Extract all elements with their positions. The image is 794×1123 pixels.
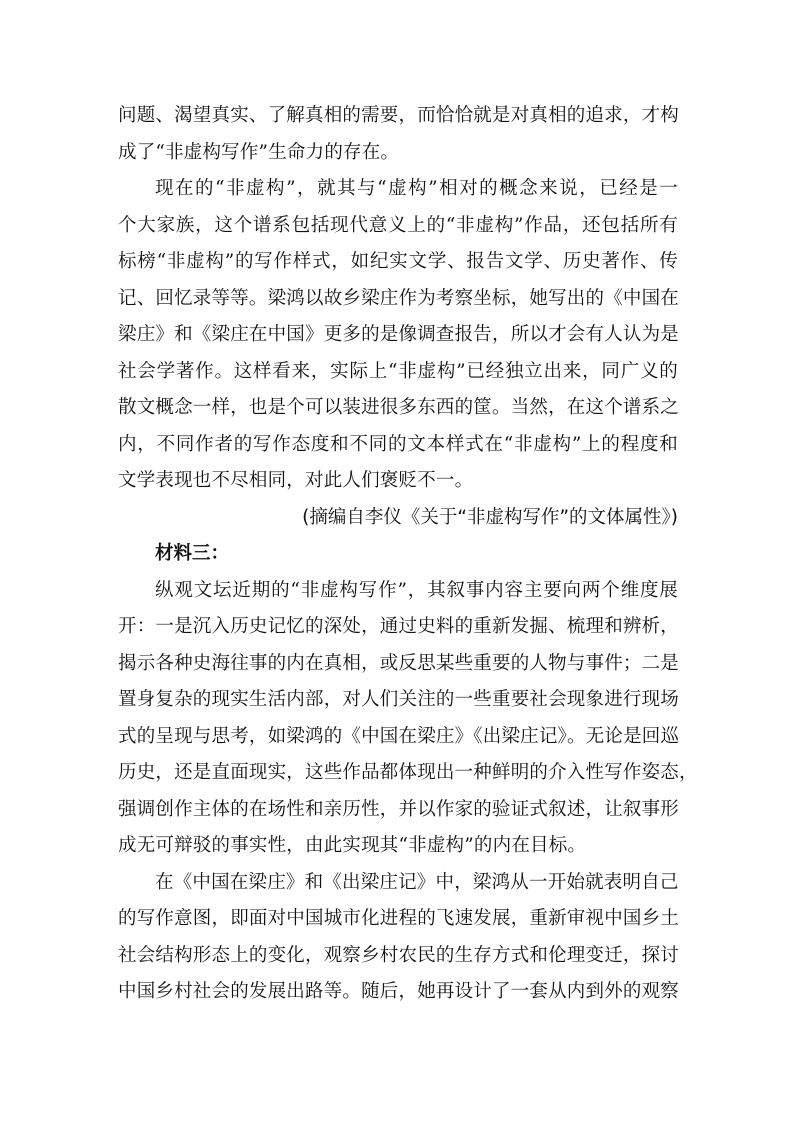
- text-line: 现在的“非虚构”，就其与“虚构”相对的概念来说，已经是一: [155, 178, 678, 199]
- text-line: 式的呈现与思考，如梁鸿的《中国在梁庄》《出梁庄记》。无论是回巡: [118, 725, 680, 747]
- text-line: 成无可辩驳的事实性，由此实现其“非虚构”的内在目标。: [118, 835, 587, 856]
- text-line: 个大家族，这个谱系包括现代意义上的“非虚构”作品，还包括所有: [118, 214, 678, 236]
- text-line: 社会学著作。这样看来，实际上“非虚构”已经独立出来，同广义的: [118, 360, 678, 382]
- source-citation: (摘编自李仪《关于“非虚构写作”的文体属性》): [302, 506, 678, 528]
- text-line: 文学表现也不尽相同，对此人们褒贬不一。: [118, 470, 474, 491]
- text-line: 的写作意图，即面对中国城市化进程的飞速发展，重新审视中国乡土: [118, 908, 680, 929]
- text-line: 标榜“非虚构”的写作样式，如纪实文学、报告文学、历史著作、传: [118, 251, 678, 272]
- text-line: 内，不同作者的写作态度和不同的文本样式在“非虚构”上的程度和: [118, 433, 678, 455]
- text-line: 梁庄》和《梁庄在中国》更多的是像调查报告，所以才会有人认为是: [118, 324, 680, 345]
- paragraph-2: [118, 171, 678, 500]
- text-line: 在《中国在梁庄》和《出梁庄记》中，梁鸿从一开始就表明自己: [155, 871, 679, 893]
- section-heading: 材料三：: [155, 543, 230, 564]
- text-line: 强调创作主体的在场性和亲历性，并以作家的验证式叙述，让叙事形: [118, 798, 680, 820]
- text-line: 社会结构形态上的变化，观察乡村农民的生存方式和伦理变迁，探讨: [118, 944, 680, 966]
- paragraph-1: [118, 98, 678, 171]
- document-page: [118, 98, 698, 1011]
- text-line: 开：一是沉入历史记忆的深处，通过史料的重新发掘、梳理和辨析，: [118, 616, 680, 637]
- text-line: 问题、渴望真实、了解真相的需要，而恰恰就是对真相的追求，才构: [118, 105, 680, 126]
- text-line: 纵观文坛近期的“非虚构写作”，其叙事内容主要向两个维度展: [155, 579, 678, 601]
- paragraph-4: [118, 865, 678, 1011]
- paragraph-3: [118, 573, 698, 865]
- text-line: 揭示各种史海往事的内在真相，或反思某些重要的人物与事件；二是: [118, 652, 680, 674]
- text-line: 中国乡村社会的发展出路等。随后，她再设计了一套从内到外的观察: [118, 981, 680, 1002]
- text-line: 散文概念一样，也是个可以装进很多东西的筐。当然，在这个谱系之: [118, 397, 680, 418]
- text-line: 记、回忆录等等。梁鸿以故乡梁庄作为考察坐标，她写出的《中国在: [118, 287, 680, 309]
- text-line: 历史，还是直面现实，这些作品都体现出一种鲜明的介入性写作姿态，: [118, 762, 698, 783]
- text-line: 成了“非虚构写作”生命力的存在。: [118, 141, 400, 163]
- text-line: 置身复杂的现实生活内部，对人们关注的一些重要社会现象进行现场: [118, 689, 680, 710]
